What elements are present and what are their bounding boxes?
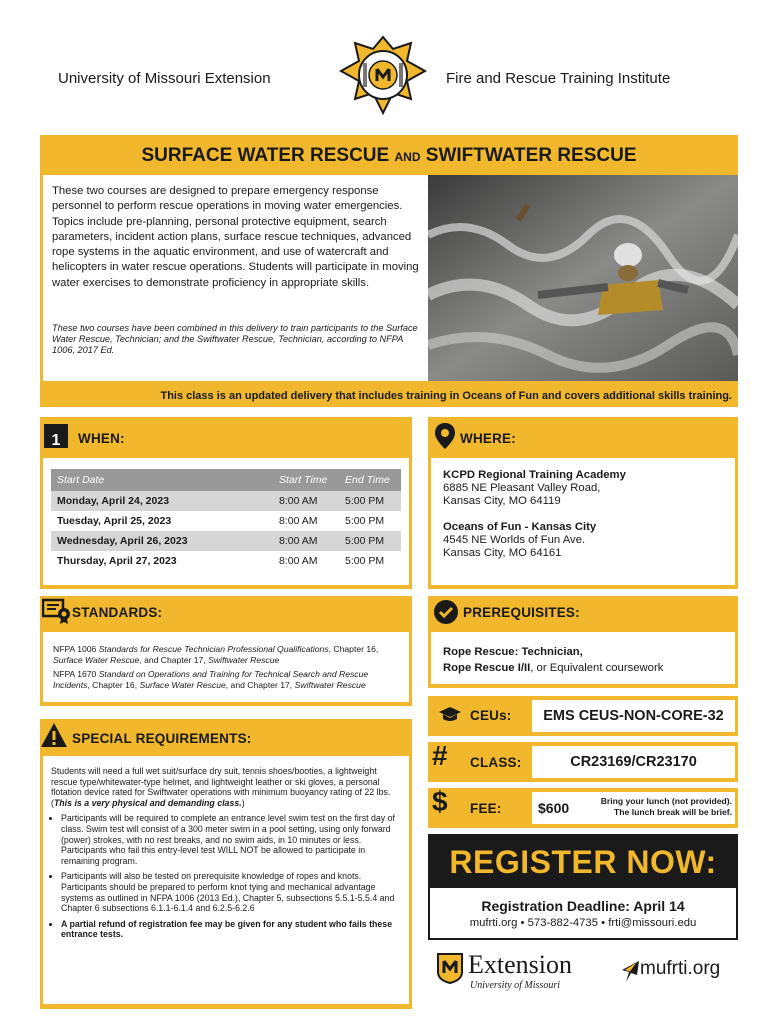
- requirement-refund: • A partial refund of registration fee may be given for any student who fails these entrance tests.: [61, 919, 401, 940]
- row-end: 5:00 PM: [339, 531, 401, 551]
- location-1-address-2: Kansas City, MO 64119: [443, 495, 561, 507]
- header-left-text: University of Missouri Extension: [58, 70, 271, 87]
- extension-logo-word: Extension: [468, 950, 572, 979]
- certificate-icon: [42, 598, 72, 624]
- standard-nfpa-1006: NFPA 1006 Standards for Rescue Technician Professional Qualifications, Chapter 16, Surface Water Rescue, and Chapter 17, Swiftwater Rescue: [53, 644, 379, 665]
- prerequisites-panel: [431, 632, 735, 684]
- special-requirements-title: SPECIAL REQUIREMENTS:: [72, 731, 252, 746]
- table-row: [51, 511, 401, 531]
- schedule-panel: [43, 458, 409, 585]
- extension-logo-subtitle: University of Missouri: [470, 980, 560, 991]
- row-end: 5:00 PM: [339, 491, 401, 511]
- fee-value: $600: [538, 800, 570, 816]
- row-start: 8:00 AM: [279, 555, 318, 567]
- row-date: Wednesday, April 26, 2023: [51, 531, 273, 551]
- cursor-arrow-icon: [620, 960, 640, 984]
- table-row: [51, 491, 401, 511]
- calendar-icon: 1: [44, 424, 68, 448]
- row-start: 8:00 AM: [273, 531, 339, 551]
- row-date: Monday, April 24, 2023: [51, 491, 273, 511]
- col-end-time: End Time: [339, 469, 401, 491]
- updated-delivery-note: This class is an updated delivery that includes training in Oceans of Fun and covers additional skills training.: [160, 390, 732, 402]
- class-label: CLASS:: [470, 755, 522, 770]
- course-description: These two courses are designed to prepare emergency response personnel to perform rescue operations in moving water emergencies. Topics include pre-planning, personal protective equipment, search parameters, incident action plans, surface rescue techniques, advanced rope systems in the aquatic environment, and use of watercraft and helicopters in water rescue operations. Students will participate in moving water exercises to demonstrate proficiency in appropriate skills.: [52, 185, 419, 289]
- col-start-date: Start Date: [51, 469, 273, 491]
- prerequisites-title: PREREQUISITES:: [463, 605, 580, 620]
- course-title: SURFACE WATER RESCUE AND SWIFTWATER RESCUE: [141, 145, 637, 166]
- warning-icon: [40, 722, 68, 748]
- location-1-name: KCPD Regional Training Academy: [443, 469, 626, 481]
- row-end: 5:00 PM: [345, 555, 385, 567]
- where-title: WHERE:: [460, 431, 516, 446]
- where-panel: [431, 458, 735, 585]
- hash-icon: #: [432, 740, 448, 771]
- row-date: Tuesday, April 25, 2023: [57, 515, 172, 527]
- when-title: WHEN:: [78, 431, 125, 446]
- class-value: CR23169/CR23170: [532, 746, 735, 778]
- location-pin-icon: [434, 422, 456, 450]
- dollar-icon: $: [432, 786, 448, 817]
- register-now-banner[interactable]: REGISTER NOW:: [428, 834, 738, 888]
- requirement-rope-knots: • Participants will also be tested on prerequisite knowledge of ropes and knots. Participants should be prepared to perform knot tying and mechanical advantage systems as outlined in NFPA 1006 (2013 Ed.), Chapter 5, subsections 5.5.1-5.5.4 and Chapter 6 subsections 6.1.1-6.1.4 and 6.2.5-6.2.6: [61, 871, 401, 913]
- location-1-address-1: 6885 NE Pleasant Valley Road,: [443, 482, 601, 494]
- prereq-line-1: Rope Rescue: Technician,: [443, 646, 583, 658]
- combined-note: These two courses have been combined in this delivery to train participants to the Surface Water Rescue, Technician; and the Swiftwater Rescue, Technician, according to NFPA 1006, 2017 Ed.: [52, 323, 418, 355]
- frti-seal-logo: [335, 35, 431, 119]
- registration-info: [428, 888, 738, 940]
- swiftwater-photo: [428, 175, 738, 381]
- standard-nfpa-1670: NFPA 1670 Standard on Operations and Training for Technical Search and Rescue Incidents, Chapter 16, Surface Water Rescue, and Chapter 17, Swiftwater Rescue: [53, 669, 369, 690]
- table-row: [51, 551, 401, 571]
- schedule-header-row: [51, 469, 401, 491]
- row-start: 8:00 AM: [279, 515, 318, 527]
- standards-panel: [43, 632, 409, 702]
- location-2-name: Oceans of Fun - Kansas City: [443, 521, 597, 533]
- standards-title: STANDARDS:: [72, 605, 163, 620]
- header-right-text: Fire and Rescue Training Institute: [446, 70, 671, 87]
- location-2-address-2: Kansas City, MO 64161: [443, 547, 562, 559]
- table-row: [51, 531, 401, 551]
- requirement-swim-test: • Participants will be required to complete an entrance level swim test on the first day of class. Swim test will consist of a 300 meter swim in a pool setting, using only forward (power) strokes, with no rest breaks, and no swim aids, in 10 minutes or less. Participants who fail this entry-level test WILL NOT be allowed to participate in remaining program.: [61, 813, 401, 866]
- footer-url[interactable]: mufrti.org: [640, 958, 721, 979]
- row-start: 8:00 AM: [273, 491, 339, 511]
- schedule-table: [51, 469, 401, 571]
- location-2-address-1: 4545 NE Worlds of Fun Ave.: [443, 534, 586, 546]
- prereq-line-2: Rope Rescue I/II, or Equivalent coursework: [443, 662, 664, 674]
- mizzou-logo-icon: [436, 952, 464, 984]
- check-circle-icon: [433, 599, 459, 625]
- row-end: 5:00 PM: [345, 515, 385, 527]
- registration-deadline: Registration Deadline: April 14: [481, 898, 685, 914]
- fee-label: FEE:: [470, 801, 502, 816]
- ceus-label: CEUs:: [470, 708, 512, 723]
- row-date: Thursday, April 27, 2023: [57, 555, 177, 567]
- requirements-intro: Students will need a full wet suit/surface dry suit, tennis shoes/booties, a lightweight rescue type/whitewater-type helmet, and lightweight leather or ski gloves, a personal flotation device rated for Swiftwater operations with minimum buoyancy rating of 22 lbs. (This is a very physical and demanding class.): [51, 766, 391, 808]
- special-requirements-panel: [43, 756, 409, 1004]
- contact-info[interactable]: mufrti.org • 573-882-4735 • frti@missouri.edu: [469, 917, 697, 929]
- fee-panel: [532, 792, 735, 824]
- col-start-time: Start Time: [273, 469, 339, 491]
- fee-note: Bring your lunch (not provided). The lunch break will be brief.: [600, 796, 732, 817]
- graduation-cap-icon: [438, 706, 462, 724]
- ceus-value: EMS CEUS-NON-CORE-32: [532, 700, 735, 732]
